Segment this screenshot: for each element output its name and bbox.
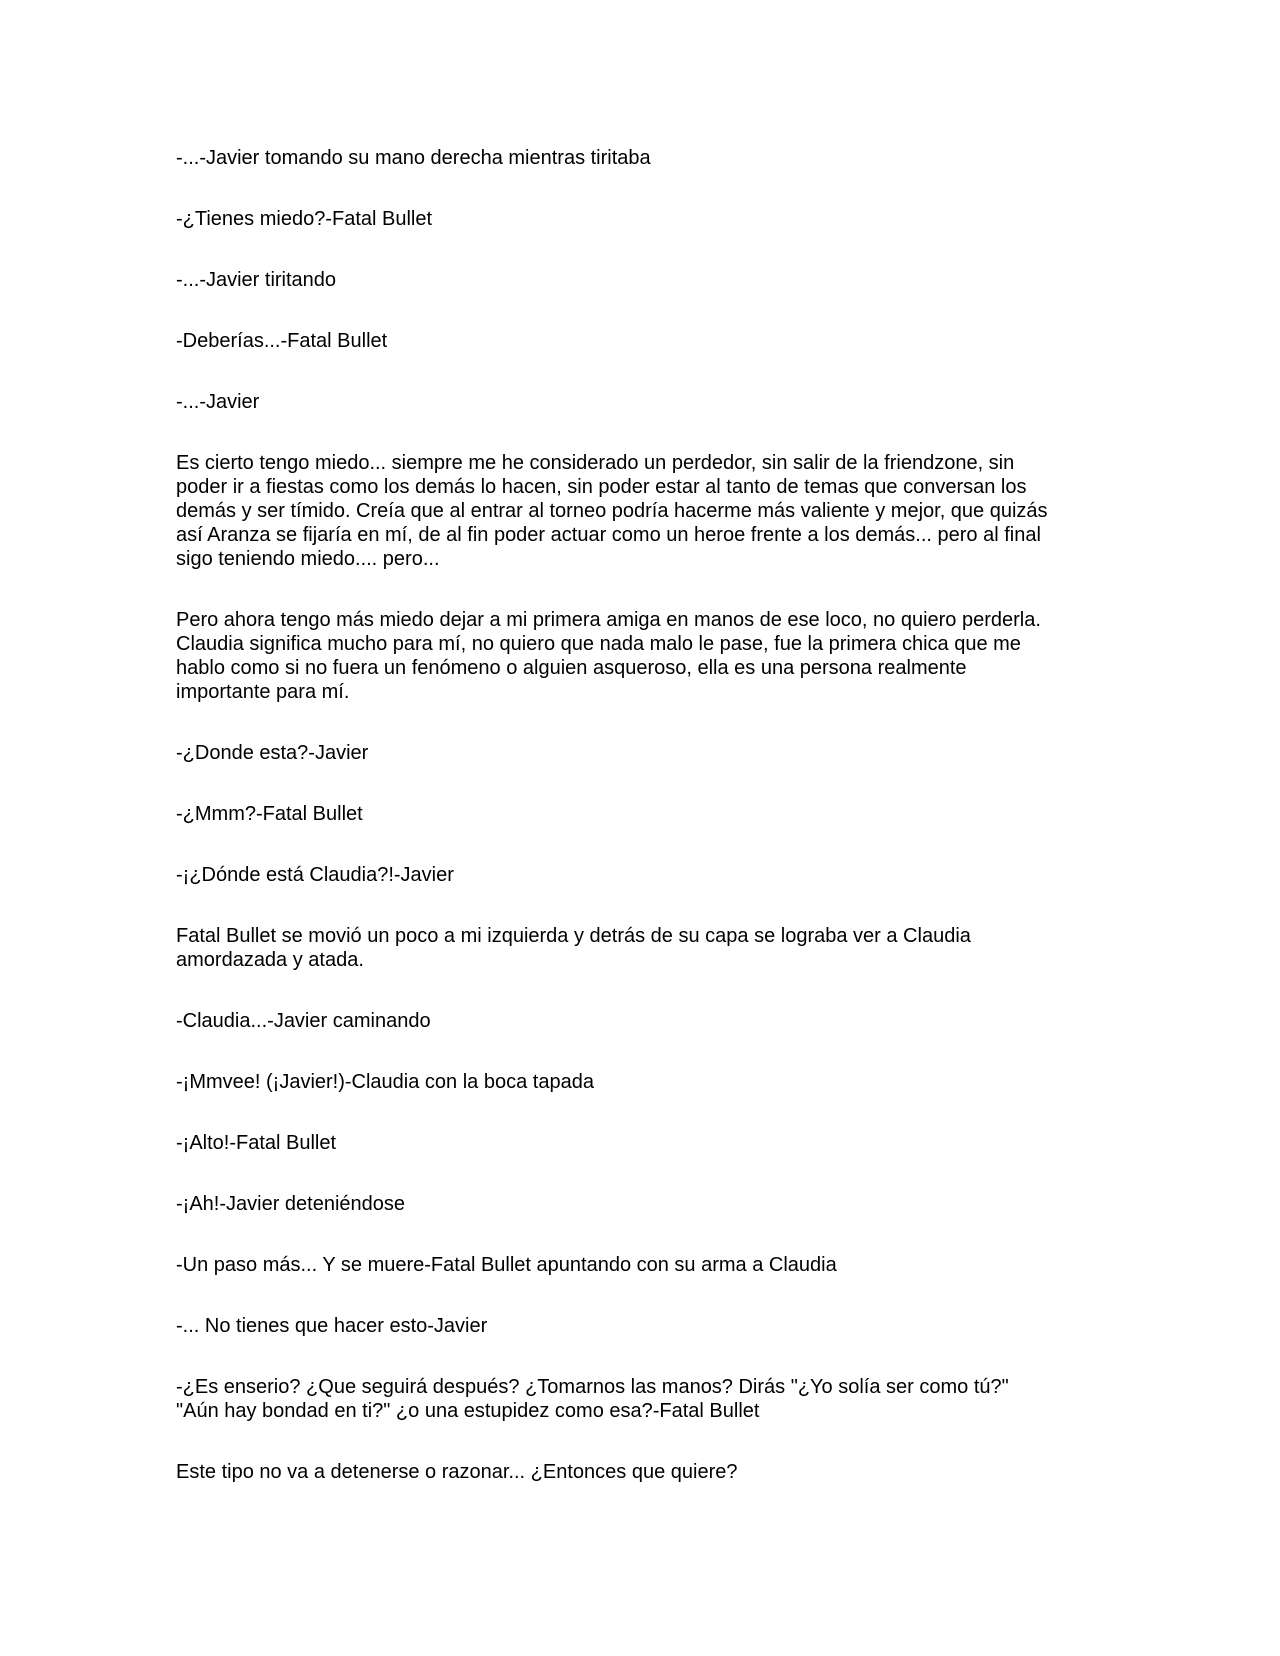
paragraph: -...-Javier — [176, 391, 260, 413]
paragraph: Es cierto tengo miedo... siempre me he considerado un perdedor, sin salir de la friendzone, sin poder ir a fiestas como los demás lo hacen, sin poder estar al tanto de temas que conversan los demás y ser tímido. Creía que al entrar al torneo podría hacerme más valiente y mejor, que quizás así Aranza se fijaría en mí, de al fin poder actuar como un heroe frente a los demás... pero al final sigo teniendo miedo.... pero... — [176, 452, 1048, 570]
paragraph: -¡Alto!-Fatal Bullet — [176, 1132, 337, 1154]
paragraph: -¿Donde esta?-Javier — [176, 742, 369, 764]
paragraph: -¿Es enserio? ¿Que seguirá después? ¿Tomarnos las manos? Dirás "¿Yo solía ser como tú?" "Aún hay bondad en ti?" ¿o una estupidez como esa?-Fatal Bullet — [176, 1376, 1009, 1422]
paragraph: Fatal Bullet se movió un poco a mi izquierda y detrás de su capa se lograba ver a Claudia amordazada y atada. — [176, 925, 971, 971]
document-page — [176, 146, 1096, 1521]
paragraph: -¡Ah!-Javier deteniéndose — [176, 1193, 406, 1215]
paragraph: -...-Javier tiritando — [176, 269, 337, 291]
paragraph: -Un paso más... Y se muere-Fatal Bullet apuntando con su arma a Claudia — [176, 1254, 837, 1276]
paragraph: -¿Mmm?-Fatal Bullet — [176, 803, 363, 825]
paragraph: -...-Javier tomando su mano derecha mientras tiritaba — [176, 147, 651, 169]
paragraph: -¡¿Dónde está Claudia?!-Javier — [176, 864, 454, 886]
paragraph: Este tipo no va a detenerse o razonar... ¿Entonces que quiere? — [176, 1461, 738, 1483]
paragraph: Pero ahora tengo más miedo dejar a mi primera amiga en manos de ese loco, no quiero perderla. Claudia significa mucho para mí, no quiero que nada malo le pase, fue la primera chica que me hablo como si no fuera un fenómeno o alguien asqueroso, ella es una persona realmente importante para mí. — [176, 609, 1041, 703]
paragraph: -... No tienes que hacer esto-Javier — [176, 1315, 488, 1337]
paragraph: -¿Tienes miedo?-Fatal Bullet — [176, 208, 433, 230]
paragraph: -¡Mmvee! (¡Javier!)-Claudia con la boca tapada — [176, 1071, 594, 1093]
paragraph: -Deberías...-Fatal Bullet — [176, 330, 388, 352]
paragraph: -Claudia...-Javier caminando — [176, 1010, 431, 1032]
